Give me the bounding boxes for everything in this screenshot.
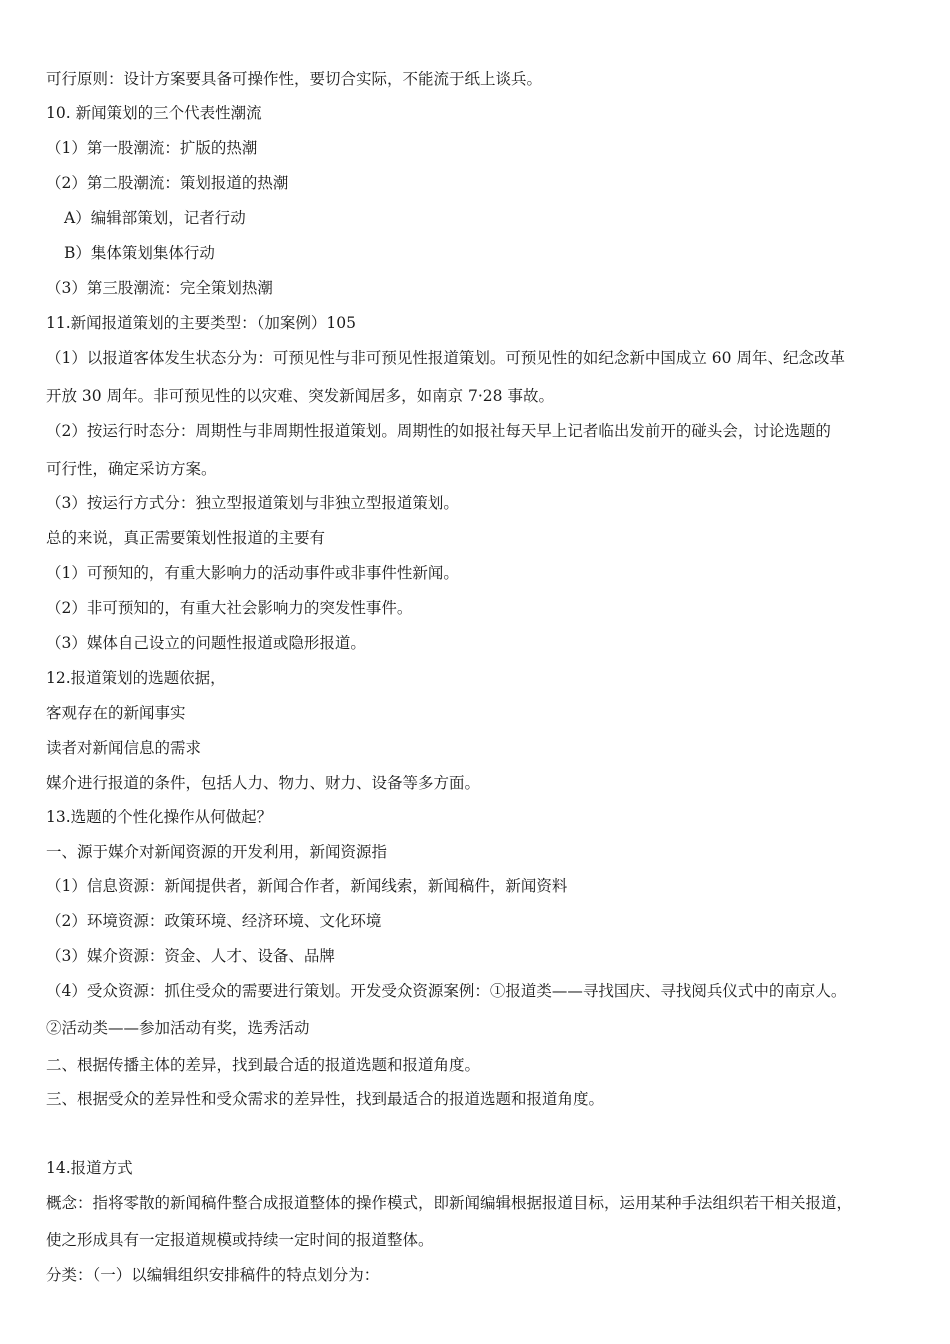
text-line: 三、根据受众的差异性和受众需求的差异性，找到最适合的报道选题和报道角度。	[46, 1089, 605, 1108]
text-line: 可行性，确定采访方案。	[46, 459, 217, 478]
section-heading: 11.新闻报道策划的主要类型：（加案例）105	[46, 313, 356, 332]
text-line: 开放 30 周年。非可预见性的以灾难、突发新闻居多，如南京 7·28 事故。	[46, 386, 554, 405]
text-line: （3）媒体自己设立的问题性报道或隐形报道。	[46, 633, 366, 652]
text-line: 二、根据传播主体的差异，找到最合适的报道选题和报道角度。	[46, 1055, 481, 1074]
text-line: （2）非可预知的，有重大社会影响力的突发性事件。	[46, 598, 413, 617]
text-line: （2）第二股潮流：策划报道的热潮	[46, 173, 289, 192]
text-line: （3）按运行方式分：独立型报道策划与非独立型报道策划。	[46, 493, 459, 512]
text-line: （3）第三股潮流：完全策划热潮	[46, 278, 273, 297]
text-line: （1）可预知的，有重大影响力的活动事件或非事件性新闻。	[46, 563, 459, 582]
text-line: B）集体策划集体行动	[64, 243, 215, 262]
text-line: 可行原则：设计方案要具备可操作性，要切合实际，不能流于纸上谈兵。	[46, 69, 543, 88]
text-line: （4）受众资源：抓住受众的需要进行策划。开发受众资源案例：①报道类——寻找国庆、寻找阅兵仪式中的南京人。	[46, 981, 847, 1000]
text-line: （2）按运行时态分：周期性与非周期性报道策划。周期性的如报社每天早上记者临出发前开的碰头会，讨论选题的	[46, 421, 831, 440]
text-line: 媒介进行报道的条件，包括人力、物力、财力、设备等多方面。	[46, 773, 481, 792]
text-line: 读者对新闻信息的需求	[46, 738, 202, 757]
section-heading: 12.报道策划的选题依据，	[46, 668, 226, 687]
text-line: 使之形成具有一定报道规模或持续一定时间的报道整体。	[46, 1230, 434, 1249]
text-line: （3）媒介资源：资金、人才、设备、品牌	[46, 946, 335, 965]
text-line: （1）信息资源：新闻提供者，新闻合作者，新闻线索，新闻稿件，新闻资料	[46, 876, 568, 895]
text-line: （1）第一股潮流：扩版的热潮	[46, 138, 258, 157]
section-heading: 14.报道方式	[46, 1158, 133, 1177]
text-line: 客观存在的新闻事实	[46, 703, 186, 722]
text-line: A）编辑部策划，记者行动	[64, 208, 246, 227]
text-line: 总的来说，真正需要策划性报道的主要有	[46, 528, 326, 547]
text-line: 一、源于媒介对新闻资源的开发利用，新闻资源指	[46, 842, 388, 861]
text-line: 概念：指将零散的新闻稿件整合成报道整体的操作模式，即新闻编辑根据报道目标，运用某种手法组织若干相关报道，	[46, 1193, 853, 1212]
text-line: （2）环境资源：政策环境、经济环境、文化环境	[46, 911, 382, 930]
text-line: 分类：（一）以编辑组织安排稿件的特点划分为：	[46, 1265, 380, 1284]
text-line: ②活动类——参加活动有奖，选秀活动	[46, 1018, 310, 1037]
text-line: （1）以报道客体发生状态分为：可预见性与非可预见性报道策划。可预见性的如纪念新中国成立 60 周年、纪念改革	[46, 348, 845, 367]
section-heading: 13.选题的个性化操作从何做起？	[46, 807, 273, 826]
section-heading: 10. 新闻策划的三个代表性潮流	[46, 103, 262, 122]
